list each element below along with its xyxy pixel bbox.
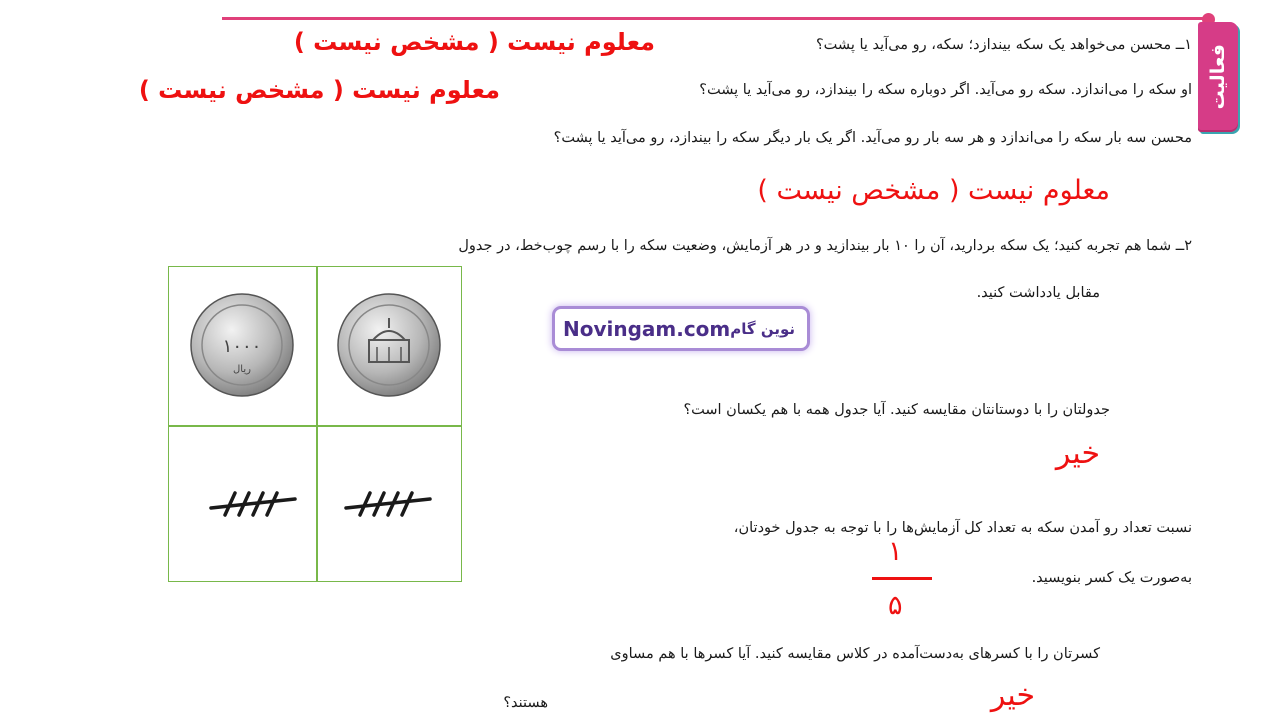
coin-front-icon [336,292,442,398]
answer-2: معلوم نیست ( مشخص نیست ) [138,76,500,104]
fraction-denominator: ۵ [888,590,903,621]
answer-1: معلوم نیست ( مشخص نیست ) [293,28,655,56]
question-1-line-3: محسن سه بار سکه را می‌اندازد و هر سه بار رو می‌آید. اگر یک بار دیگر سکه را بیندازد، رو می‌آید یا پشت؟ [553,130,1192,146]
activity-badge [1198,22,1238,132]
activity-badge-label: فعالیت [1207,44,1229,110]
answer-3: معلوم نیست ( مشخص نیست ) [757,175,1110,206]
question-1-line-1: ۱ــ محسن می‌خواهد یک سکه بیندازد؛ سکه، رو می‌آید یا پشت؟ [815,37,1192,53]
table-divider-horizontal [169,425,461,427]
fraction-numerator: ۱ [888,536,903,567]
question-4-line-2: به‌صورت یک کسر بنویسید. [1031,570,1192,586]
header-rule [222,17,1212,20]
coin-value: ۱۰۰۰ [222,336,262,357]
logo-text-en: Novingam.com [562,316,731,341]
question-2-line-2: مقابل یادداشت کنید. [976,285,1100,301]
question-2-line-1: ۲ــ شما هم تجربه کنید؛ یک سکه بردارید، آن را ۱۰ بار بیندازید و در هر آزمایش، وضعیت سکه را با رسم چوب‌خط، در جدول [458,238,1192,254]
tally-table [168,266,462,582]
novingam-logo [552,306,810,351]
tally-marks-icon [207,489,299,519]
question-5-line-2: هستند؟ [503,695,548,711]
answer-4: خیر [1055,436,1100,471]
fraction-bar [872,577,932,580]
question-4-line-1: نسبت تعداد رو آمدن سکه به تعداد کل آزمایش‌ها را با توجه به جدول خودتان، [733,520,1192,536]
tally-marks-icon [342,489,434,519]
coin-unit: ریال [233,364,251,375]
answer-5: خیر [990,678,1035,713]
logo-text-fa: نوین گام [730,319,796,338]
table-divider-vertical [316,267,318,581]
question-1-line-2: او سکه را می‌اندازد. سکه رو می‌آید. اگر دوباره سکه را بیندازد، رو می‌آید یا پشت؟ [699,82,1192,98]
coin-back-icon [189,292,295,398]
question-3: جدولتان را با دوستانتان مقایسه کنید. آیا جدول همه با هم یکسان است؟ [683,402,1110,418]
question-5-line-1: کسرتان را با کسرهای به‌دست‌آمده در کلاس مقایسه کنید. آیا کسرها با هم مساوی [610,646,1100,662]
